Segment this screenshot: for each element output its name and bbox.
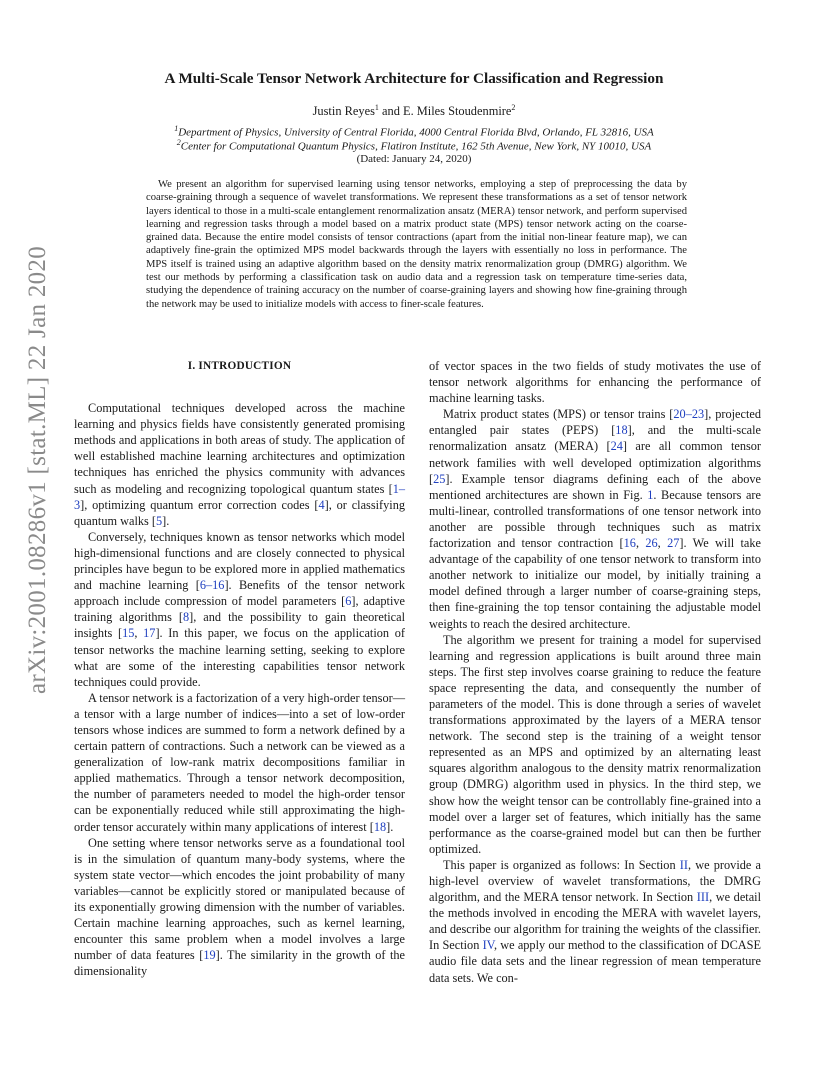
affiliation-text: Department of Physics, University of Central Florida, 4000 Central Florida Blvd, Orlando, FL 32816, USA	[178, 126, 654, 139]
paper-title: A Multi-Scale Tensor Network Architecture for Classification and Regression	[164, 70, 664, 87]
paragraph	[74, 400, 405, 529]
date-line: (Dated: January 24, 2020)	[356, 153, 472, 165]
text-run: ], adaptive training algorithms [	[74, 594, 405, 625]
paragraph	[74, 835, 405, 980]
citation-link[interactable]: 5	[155, 513, 163, 528]
text-run: . Because tensors are multi-linear, controlled transformations of one tensor network into another are possible through techniques such as matrix factorization and tensor contraction [	[429, 487, 761, 551]
affiliation-marker: 1	[174, 124, 179, 133]
text-run: ]. The similarity in the growth of the dimensionality	[74, 948, 406, 979]
text-run: ,	[657, 536, 668, 551]
section-link[interactable]: IV	[482, 938, 494, 953]
paragraph: The algorithm we present for training a model for supervised learning and regression applications is built around three main steps. The first step involves coarse graining to reduce the feature space representing the data, and consequently the number of parameters of the model. This is done through a series of wavelet transformations approximated by the layers of a MERA tensor network. The second step is the training of a weight tensor represented as an MPS and optimized by an alternating least squares algorithm analogous to the density matrix renormalization group (DMRG) algorithm used in physics. In the third step, we show how the weight tensor can be controllably fine-grained into a model over a larger set of features, which initially has the same performance as the coarse-grained model but can then be further optimized.	[429, 632, 761, 856]
section-link[interactable]: II	[679, 857, 688, 872]
right-column	[429, 358, 761, 986]
affiliation-marker: 2	[511, 103, 516, 112]
paragraph	[429, 406, 761, 631]
author-conjunction: and	[378, 104, 403, 119]
citation-link[interactable]: 26	[645, 536, 658, 551]
citation-link[interactable]: 24	[610, 439, 623, 454]
paragraph: of vector spaces in the two fields of study motivates the use of tensor network algorithms for enhancing the performance of machine learning tasks.	[429, 359, 761, 406]
citation-link[interactable]: 18	[373, 819, 387, 834]
figure-link[interactable]: 1	[647, 487, 654, 502]
text-run: ], and the multi-scale renormalization ansatz (MERA) [	[429, 423, 761, 454]
paragraph	[74, 690, 405, 835]
text-run: , we provide a high-level overview of wavelet transformations, the DMRG algorithm, and the MERA tensor network. In Section	[429, 857, 761, 905]
text-run: ], optimizing quantum error correction codes [	[80, 497, 319, 512]
author-name: Justin Reyes	[312, 104, 375, 119]
text-run: ].	[386, 819, 394, 834]
section-heading: I. INTRODUCTION	[187, 360, 292, 372]
text-run: , we detail the methods involved in encoding the MERA with wavelet layers, and describe our algorithm for training the weights of the classifier. In Section	[429, 890, 761, 953]
citation-link[interactable]: 1–3	[74, 481, 405, 512]
text-run: ]. We will take advantage of the capability of one tensor network to transform into another network to initialize our model, by initially training a model defined through a larger number of coarse-graining steps, then fine-graining the top tensor containing the adjustable model weights to reach the desired architecture.	[429, 536, 761, 631]
affiliation-marker: 1	[374, 103, 379, 112]
citation-link[interactable]: 19	[203, 948, 216, 963]
citation-link[interactable]: 8	[182, 610, 190, 625]
affiliation	[0, 138, 828, 153]
affiliation	[0, 124, 828, 139]
citation-link[interactable]: 4	[318, 497, 325, 512]
text-run: ,	[635, 536, 646, 551]
section-link[interactable]: III	[696, 890, 710, 905]
text-run: ], and the possibility to gain theoretical insights [	[74, 610, 406, 641]
text-run: One setting where tensor networks serve as a foundational tool is in the simulation of quantum many-body systems, where the system state vector—which encodes the joint probability of many variables—cannot be explicitly stored or manipulated because of its exponentially growing dimension with the number of variables. Certain machine learning approaches, such as kernel learning, encounter this same problem when a model involves a large number of data features [	[74, 835, 405, 963]
author-name: E. Miles Stoudenmire	[403, 104, 512, 119]
abstract	[146, 178, 687, 311]
left-column	[74, 358, 405, 979]
affiliation-text: Center for Computational Quantum Physics, Flatiron Institute, 162 5th Avenue, New York, NY 10010, USA	[180, 140, 652, 153]
paragraph	[74, 529, 405, 690]
text-run: Computational techniques developed across the machine learning and physics fields have consistently generated promising methods and applications in both areas of study. The application of well established machine learning architectures and optimization techniques has enriched the physics community with advances such as modeling and recognizing topological quantum states [	[74, 401, 405, 496]
citation-link[interactable]: 17	[143, 626, 156, 641]
text-run: ]. Example tensor diagrams defining each of the above mentioned architectures are shown in Fig.	[429, 471, 761, 502]
citation-link[interactable]: 25	[433, 471, 446, 486]
text-run: ] are all common tensor network families with well developed optimization algorithms [	[429, 439, 762, 486]
paragraph	[429, 857, 761, 986]
text-run: Matrix product states (MPS) or tensor trains [	[443, 407, 674, 422]
text-run: ]. In this paper, we focus on the application of tensor networks the machine learning setting, seeking to explore what are some of the interesting capabilities tensor network techniques could provide.	[74, 626, 405, 689]
citation-link[interactable]: 18	[615, 423, 628, 438]
text-run: ,	[134, 626, 144, 641]
citation-link[interactable]: 6–16	[199, 578, 225, 593]
text-run: ].	[162, 513, 170, 528]
text-run: ], or classifying quantum walks [	[74, 497, 405, 528]
text-run: ], projected entangled pair states (PEPS) [	[429, 407, 761, 438]
citation-link[interactable]: 27	[667, 536, 680, 551]
citation-link[interactable]: 20–23	[673, 407, 705, 422]
citation-link[interactable]: 16	[623, 536, 636, 551]
text-run: A tensor network is a factorization of a very high-order tensor—a tensor with a large number of indices—into a set of low-order tensors whose indices are summed to form a network defined by a certain pattern of contractions. Such a network can be viewed as a generalization of low-rank matrix decompositions familiar in applied mathematics. Through a tensor network decomposition, the number of parameters needed to model the high-order tensor can be exponentially reduced while still approximating the high-order tensor accurately within many applications of interest [	[74, 690, 405, 834]
citation-link[interactable]: 6	[345, 594, 352, 609]
text-run: This paper is organized as follows: In Section	[443, 857, 680, 872]
text-run: ]. Benefits of the tensor network approach include compression of model parameters [	[74, 578, 405, 609]
citation-link[interactable]: 15	[122, 626, 135, 641]
author-line	[0, 103, 828, 119]
abstract-text: We present an algorithm for supervised learning using tensor networks, employing a step of preprocessing the data by coarse-graining through a sequence of wavelet transformations. We represent these transformations as a set of tensor network layers identical to those in a multi-scale entanglement renormalization ansatz (MERA) tensor network, and perform supervised learning and regression tasks through a model based on a matrix product state (MPS) tensor network acting on the coarse-grained data. Because the entire model consists of tensor contractions (apart from the initial non-linear feature map), we can adaptively fine-grain the optimized MPS model backwards through the layers with essentially no loss in performance. The MPS itself is trained using an adaptive algorithm based on the density matrix renormalization group (DMRG) algorithm. We test our methods by performing a classification task on audio data and a regression task on temperature time-series data, studying the dependence of training accuracy on the number of coarse-graining layers and showing how fine-graining through the network may be used to initialize models with access to finer-scale features.	[146, 179, 687, 310]
arxiv-identifier: arXiv:2001.08286v1 [stat.ML] 22 Jan 2020	[24, 245, 51, 695]
text-run: Conversely, techniques known as tensor networks which model high-dimensional functions and are closely connected to physical principles have begun to be explored more in applied mathematics and machine learning [	[74, 529, 405, 593]
affiliation-marker: 2	[176, 138, 181, 147]
text-run: , we apply our method to the classification of DCASE audio file data sets and the linear regression of mean temperature data sets. We con-	[429, 938, 761, 985]
